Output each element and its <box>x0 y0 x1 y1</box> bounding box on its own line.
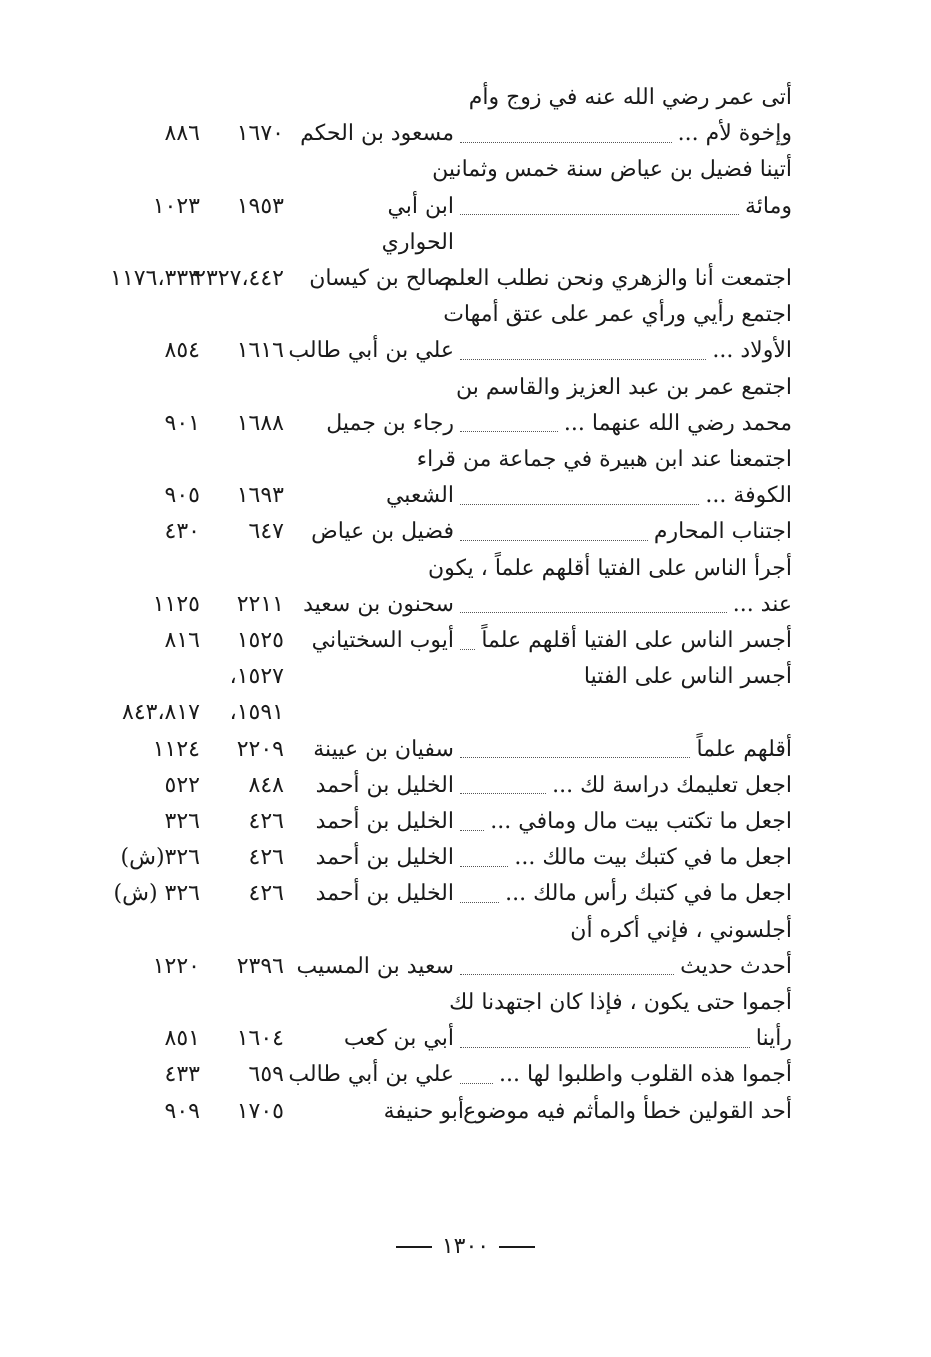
index-line <box>80 442 792 478</box>
hadith-number: ٢٢١١ <box>236 591 284 617</box>
entry-text: أجسر الناس على الفتيا <box>583 664 792 690</box>
entry-narrator: سعيد بن المسيب <box>296 953 454 979</box>
page-reference: ١١٢٤ <box>152 736 200 762</box>
hadith-number: ١٦٨٨ <box>236 410 284 436</box>
hadith-number: ٢٣٩٦ <box>236 953 284 979</box>
dot-leader <box>460 830 484 831</box>
hadith-number: ١٦٩٣ <box>236 483 284 509</box>
entry-narrator: الخليل بن أحمد <box>315 809 454 834</box>
page-reference: ١١٧٦،٣٣٣ <box>110 266 200 291</box>
page-reference: ٤٣٠ <box>164 519 200 545</box>
index-line <box>80 1057 792 1093</box>
entry-text-cell <box>454 1021 792 1057</box>
entry-text-cell <box>454 876 792 912</box>
entry-narrator: سحنون بن سعيد <box>303 591 454 617</box>
entry-text: أجموا حتى يكون ، فإذا كان اجتهدنا لك <box>449 990 792 1015</box>
index-line <box>80 876 792 912</box>
hadith-number: ١٧٠٥ <box>236 1098 284 1124</box>
index-line <box>80 623 792 659</box>
entry-text-cell <box>454 768 792 804</box>
index-line <box>80 514 792 550</box>
hadith-number: ٢٣٢٧،٤٤٢ <box>194 266 284 291</box>
entry-text: اجتمعت أنا والزهري ونحن نطلب العلم <box>444 266 792 291</box>
index-line <box>80 1021 792 1057</box>
dot-leader <box>460 431 558 432</box>
entry-text: أتى عمر رضي الله عنه في زوج وأم <box>468 85 792 110</box>
page-reference: ١٢٢٠ <box>152 953 200 979</box>
page-reference: ٥٢٢ <box>164 772 200 798</box>
entry-text: الأولاد ... <box>712 338 792 364</box>
hadith-number: ١٥٩١، <box>229 700 284 726</box>
page-reference: ٨٨٦ <box>164 121 200 147</box>
hadith-number: ١٩٥٣ <box>236 193 284 219</box>
entry-text: اجعل ما تكتب بيت مال ومافي ... <box>490 809 792 834</box>
entry-text-cell <box>454 116 792 152</box>
index-line <box>80 732 792 768</box>
dot-leader <box>460 214 739 215</box>
index-line <box>80 587 792 623</box>
index-line <box>80 152 792 188</box>
index-line <box>80 116 792 152</box>
page-number: ١٣٠٠ <box>441 1234 490 1259</box>
entry-text-cell <box>454 840 792 876</box>
entry-text: محمد رضي الله عنهما ... <box>563 410 792 436</box>
entry-text: أجموا هذه القلوب واطلبوا لها ... <box>498 1062 792 1088</box>
hadith-number: ٦٥٩ <box>248 1062 284 1088</box>
dot-leader <box>460 1047 750 1048</box>
entry-text: عند ... <box>732 591 792 617</box>
entry-text: الكوفة ... <box>705 483 792 509</box>
hadith-number: ٤٢٦ <box>248 845 284 871</box>
entry-narrator: فضيل بن عياض <box>311 519 454 545</box>
dot-leader <box>460 974 674 975</box>
page-reference: ٩٠١ <box>164 410 200 436</box>
entry-text-cell <box>454 623 792 659</box>
footer-dash-right <box>499 1246 535 1248</box>
page-reference: ٣٢٦ <box>164 809 200 834</box>
entry-text-cell <box>454 333 792 369</box>
entry-text-cell <box>454 406 792 442</box>
entry-narrator: أبو حنيفة <box>383 1098 464 1124</box>
entry-text-cell <box>454 514 792 550</box>
dot-leader <box>460 504 699 505</box>
entry-text-cell <box>454 804 792 840</box>
page-reference: ٨٤٣،٨١٧ <box>122 700 200 726</box>
dot-leader <box>460 612 727 613</box>
entry-narrator: الشعبي <box>385 483 454 509</box>
page-reference: ٩٠٩ <box>164 1098 200 1124</box>
index-line <box>80 840 792 876</box>
entry-narrator: الخليل بن أحمد <box>315 881 454 907</box>
index-line <box>80 768 792 804</box>
index-line <box>80 333 792 369</box>
index-line <box>80 804 792 840</box>
entry-text: اجتمع عمر بن عبد العزيز والقاسم بن <box>456 374 792 400</box>
entry-text-cell <box>454 587 792 623</box>
entry-text: اجعل ما في كتبك بيت مالك ... <box>514 845 792 871</box>
hadith-number: ٤٢٦ <box>248 809 284 834</box>
index-line <box>80 189 792 225</box>
entry-text: أتينا فضيل بن عياض سنة خمس وثمانين <box>432 157 792 183</box>
index-line <box>80 551 792 587</box>
index-line <box>80 297 792 333</box>
dot-leader <box>460 866 508 867</box>
index-line <box>80 695 792 731</box>
entry-narrator: الخليل بن أحمد <box>315 845 454 871</box>
entry-text: أجرأ الناس على الفتيا أقلهم علماً ، يكون <box>427 555 792 581</box>
entry-narrator: صالح بن كيسان <box>309 266 452 291</box>
index-line <box>80 985 792 1021</box>
entry-narrator: الخليل بن أحمد <box>315 772 454 798</box>
entry-narrator: مسعود بن الحكم <box>300 121 454 147</box>
page-reference: ١١٢٥ <box>152 591 200 617</box>
entry-text: اجعل ما في كتبك رأس مالك ... <box>505 881 792 907</box>
entry-narrator: رجاء بن جميل <box>326 410 454 436</box>
index-line <box>80 1094 792 1130</box>
hadith-number: ١٦١٦ <box>236 338 284 364</box>
page-reference: ٤٣٣ <box>164 1062 200 1088</box>
entry-text: رأينا <box>755 1026 792 1052</box>
index-line <box>80 370 792 406</box>
hadith-number: ١٦٠٤ <box>236 1026 284 1052</box>
entry-text: اجتمعنا عند ابن هبيرة في جماعة من قراء <box>416 447 792 472</box>
dot-leader <box>460 142 672 143</box>
entry-text-cell <box>454 478 792 514</box>
entry-narrator: علي بن أبي طالب <box>288 338 454 364</box>
hadith-number: ٦٤٧ <box>248 519 284 545</box>
dot-leader <box>460 649 475 650</box>
dot-leader <box>460 540 648 541</box>
entry-text: اجعل تعليمك دراسة لك ... <box>552 772 792 798</box>
entry-text: ومائة <box>744 193 792 219</box>
entry-text: أحد القولين خطأ والمأثم فيه موضوع <box>463 1098 792 1124</box>
hadith-number: ٢٢٠٩ <box>236 736 284 762</box>
entry-text-cell <box>454 732 792 768</box>
page-reference: ٣٢٦ (ش) <box>113 881 200 907</box>
page-reference: ٩٠٥ <box>164 483 200 509</box>
entry-text: أقلهم علماً <box>696 736 792 762</box>
entry-narrator: أيوب السختياني <box>311 628 454 653</box>
hadith-number: ١٥٢٧، <box>229 664 284 690</box>
index-line <box>80 478 792 514</box>
entry-narrator: ابن أبي <box>387 193 454 219</box>
dot-leader <box>460 1083 493 1084</box>
entry-text: أحدث حديث <box>680 953 792 979</box>
entry-narrator: أبي بن كعب <box>343 1026 454 1052</box>
footer-dash-left <box>396 1246 432 1248</box>
entry-text-cell <box>454 659 792 695</box>
hadith-number: ١٥٢٥ <box>236 628 284 653</box>
index-line <box>80 406 792 442</box>
entry-text: اجتمع رأيي ورأي عمر على عتق أمهات <box>443 302 792 328</box>
page-reference: ٨١٦ <box>164 628 200 653</box>
index-line <box>80 261 792 297</box>
index-line <box>80 80 792 116</box>
entry-text: أجسر الناس على الفتيا أقلهم علماً <box>481 628 792 653</box>
page-reference: ٨٥١ <box>164 1026 200 1052</box>
dot-leader <box>460 902 499 903</box>
index-line <box>80 225 792 261</box>
hadith-number: ٨٤٨ <box>248 772 284 798</box>
entry-narrator: علي بن أبي طالب <box>288 1062 454 1088</box>
entry-text-cell <box>454 189 792 225</box>
entry-narrator: سفيان بن عيينة <box>313 736 454 762</box>
page-reference: ٣٢٦(ش) <box>120 845 200 871</box>
entry-text: اجتناب المحارم <box>653 519 792 545</box>
entry-text: أجلسوني ، فإني أكره أن <box>570 917 792 943</box>
entry-text-cell <box>454 1057 792 1093</box>
hadith-number: ٤٢٦ <box>248 881 284 907</box>
index-line <box>80 949 792 985</box>
dot-leader <box>460 359 706 360</box>
hadith-number: ١٦٧٠ <box>236 121 284 147</box>
page-reference: ١٠٢٣ <box>152 193 200 219</box>
dot-leader <box>460 757 690 758</box>
index-line <box>80 913 792 949</box>
page-reference: ٨٥٤ <box>164 338 200 364</box>
index-line <box>80 659 792 695</box>
page-footer <box>0 1234 931 1259</box>
entry-narrator: الحواري <box>381 229 454 255</box>
dot-leader <box>460 793 546 794</box>
entry-text: وإخوة لأم ... <box>677 121 792 147</box>
entry-text-cell <box>454 949 792 985</box>
